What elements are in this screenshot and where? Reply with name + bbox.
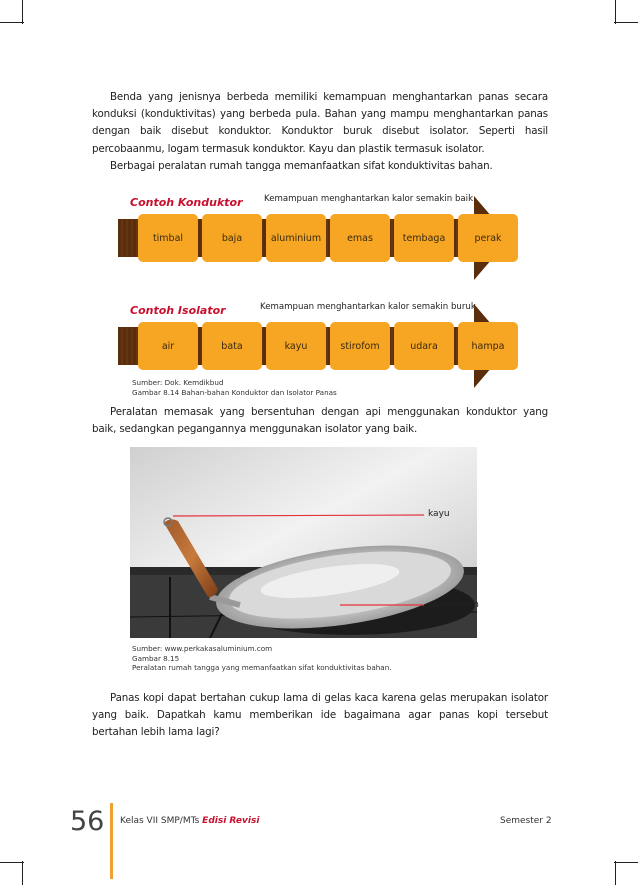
photo-label-metal: alumunium (428, 600, 479, 610)
insulator-diagram-caption: Kemampuan menghantarkan kalor semakin buruk (260, 302, 476, 312)
crop-mark (615, 0, 616, 24)
figure-caption: Peralatan rumah tangga yang memanfaatkan sifat konduktivitas bahan. (132, 663, 392, 672)
pan-illustration (130, 447, 477, 638)
conductor-item: tembaga (394, 214, 454, 262)
paragraph-text: Panas kopi dapat bertahan cukup lama di gelas kaca karena gelas merupakan isolator yang baik. Dapatkah kamu memberikan ide bagaimana agar panas kopi tersebut bertahan lebih lama lagi? (92, 692, 548, 739)
pan-photo (130, 447, 477, 638)
crop-mark (22, 861, 23, 885)
crop-mark (0, 862, 24, 863)
crop-mark (614, 862, 638, 863)
insulator-item: hampa (458, 322, 518, 370)
paragraph-text: Peralatan memasak yang bersentuhan dengan api menggunakan konduktor yang baik, sedangkan pegangannya menggunakan isolator yang baik. (92, 406, 548, 436)
insulator-item: stirofom (330, 322, 390, 370)
conductor-item: aluminium (266, 214, 326, 262)
figure-source (132, 378, 337, 397)
insulator-item: air (138, 322, 198, 370)
conductor-item: timbal (138, 214, 198, 262)
footer-book-title (120, 816, 259, 826)
crop-mark (615, 861, 616, 885)
paragraph-cookware (92, 404, 548, 438)
paragraph-household-tools (92, 158, 548, 175)
conductor-item: perak (458, 214, 518, 262)
figure-number: Gambar 8.15 (132, 653, 180, 663)
conductor-diagram-caption: Kemampuan menghantarkan kalor semakin baik (264, 194, 474, 204)
insulator-item: bata (202, 322, 262, 370)
conductor-item: baja (202, 214, 262, 262)
footer-accent-bar (110, 803, 113, 879)
figure-source (132, 644, 392, 673)
insulator-diagram-label: Contoh Isolator (130, 304, 226, 317)
book-title-plain: Kelas VII SMP/MTs (120, 816, 200, 826)
source-line: Sumber: www.perkakasaluminium.com (132, 644, 273, 653)
book-title-bold: Edisi Revisi (202, 816, 260, 826)
paragraph-conductor-intro (92, 89, 548, 158)
crop-mark (22, 0, 23, 24)
page-number: 56 (70, 806, 105, 837)
crop-mark (0, 22, 24, 23)
footer-semester: Semester 2 (500, 816, 552, 826)
conductor-diagram-label: Contoh Konduktor (130, 196, 243, 209)
source-line: Sumber: Dok. Kemdikbud (132, 378, 224, 387)
conductor-diagram (118, 187, 528, 287)
conductor-item: emas (330, 214, 390, 262)
figure-caption: Gambar 8.14 Bahan-bahan Konduktor dan Isolator Panas (132, 387, 337, 397)
paragraph-coffee-question (92, 690, 548, 742)
paragraph-text: Benda yang jenisnya berbeda memiliki kemampuan menghantarkan panas secara konduksi (konduktivitas) yang berbeda pula. Bahan yang mampu menghantarkan panas dengan baik disebut konduktor. Konduktor buruk disebut isolator. Seperti hasil percobaanmu, logam termasuk konduktor. Kayu dan plastik termasuk isolator. (92, 91, 548, 155)
paragraph-text: Berbagai peralatan rumah tangga memanfaatkan sifat konduktivitas bahan. (110, 160, 493, 172)
insulator-item: kayu (266, 322, 326, 370)
crop-mark (614, 22, 638, 23)
photo-label-wood: kayu (428, 509, 450, 519)
insulator-item: udara (394, 322, 454, 370)
